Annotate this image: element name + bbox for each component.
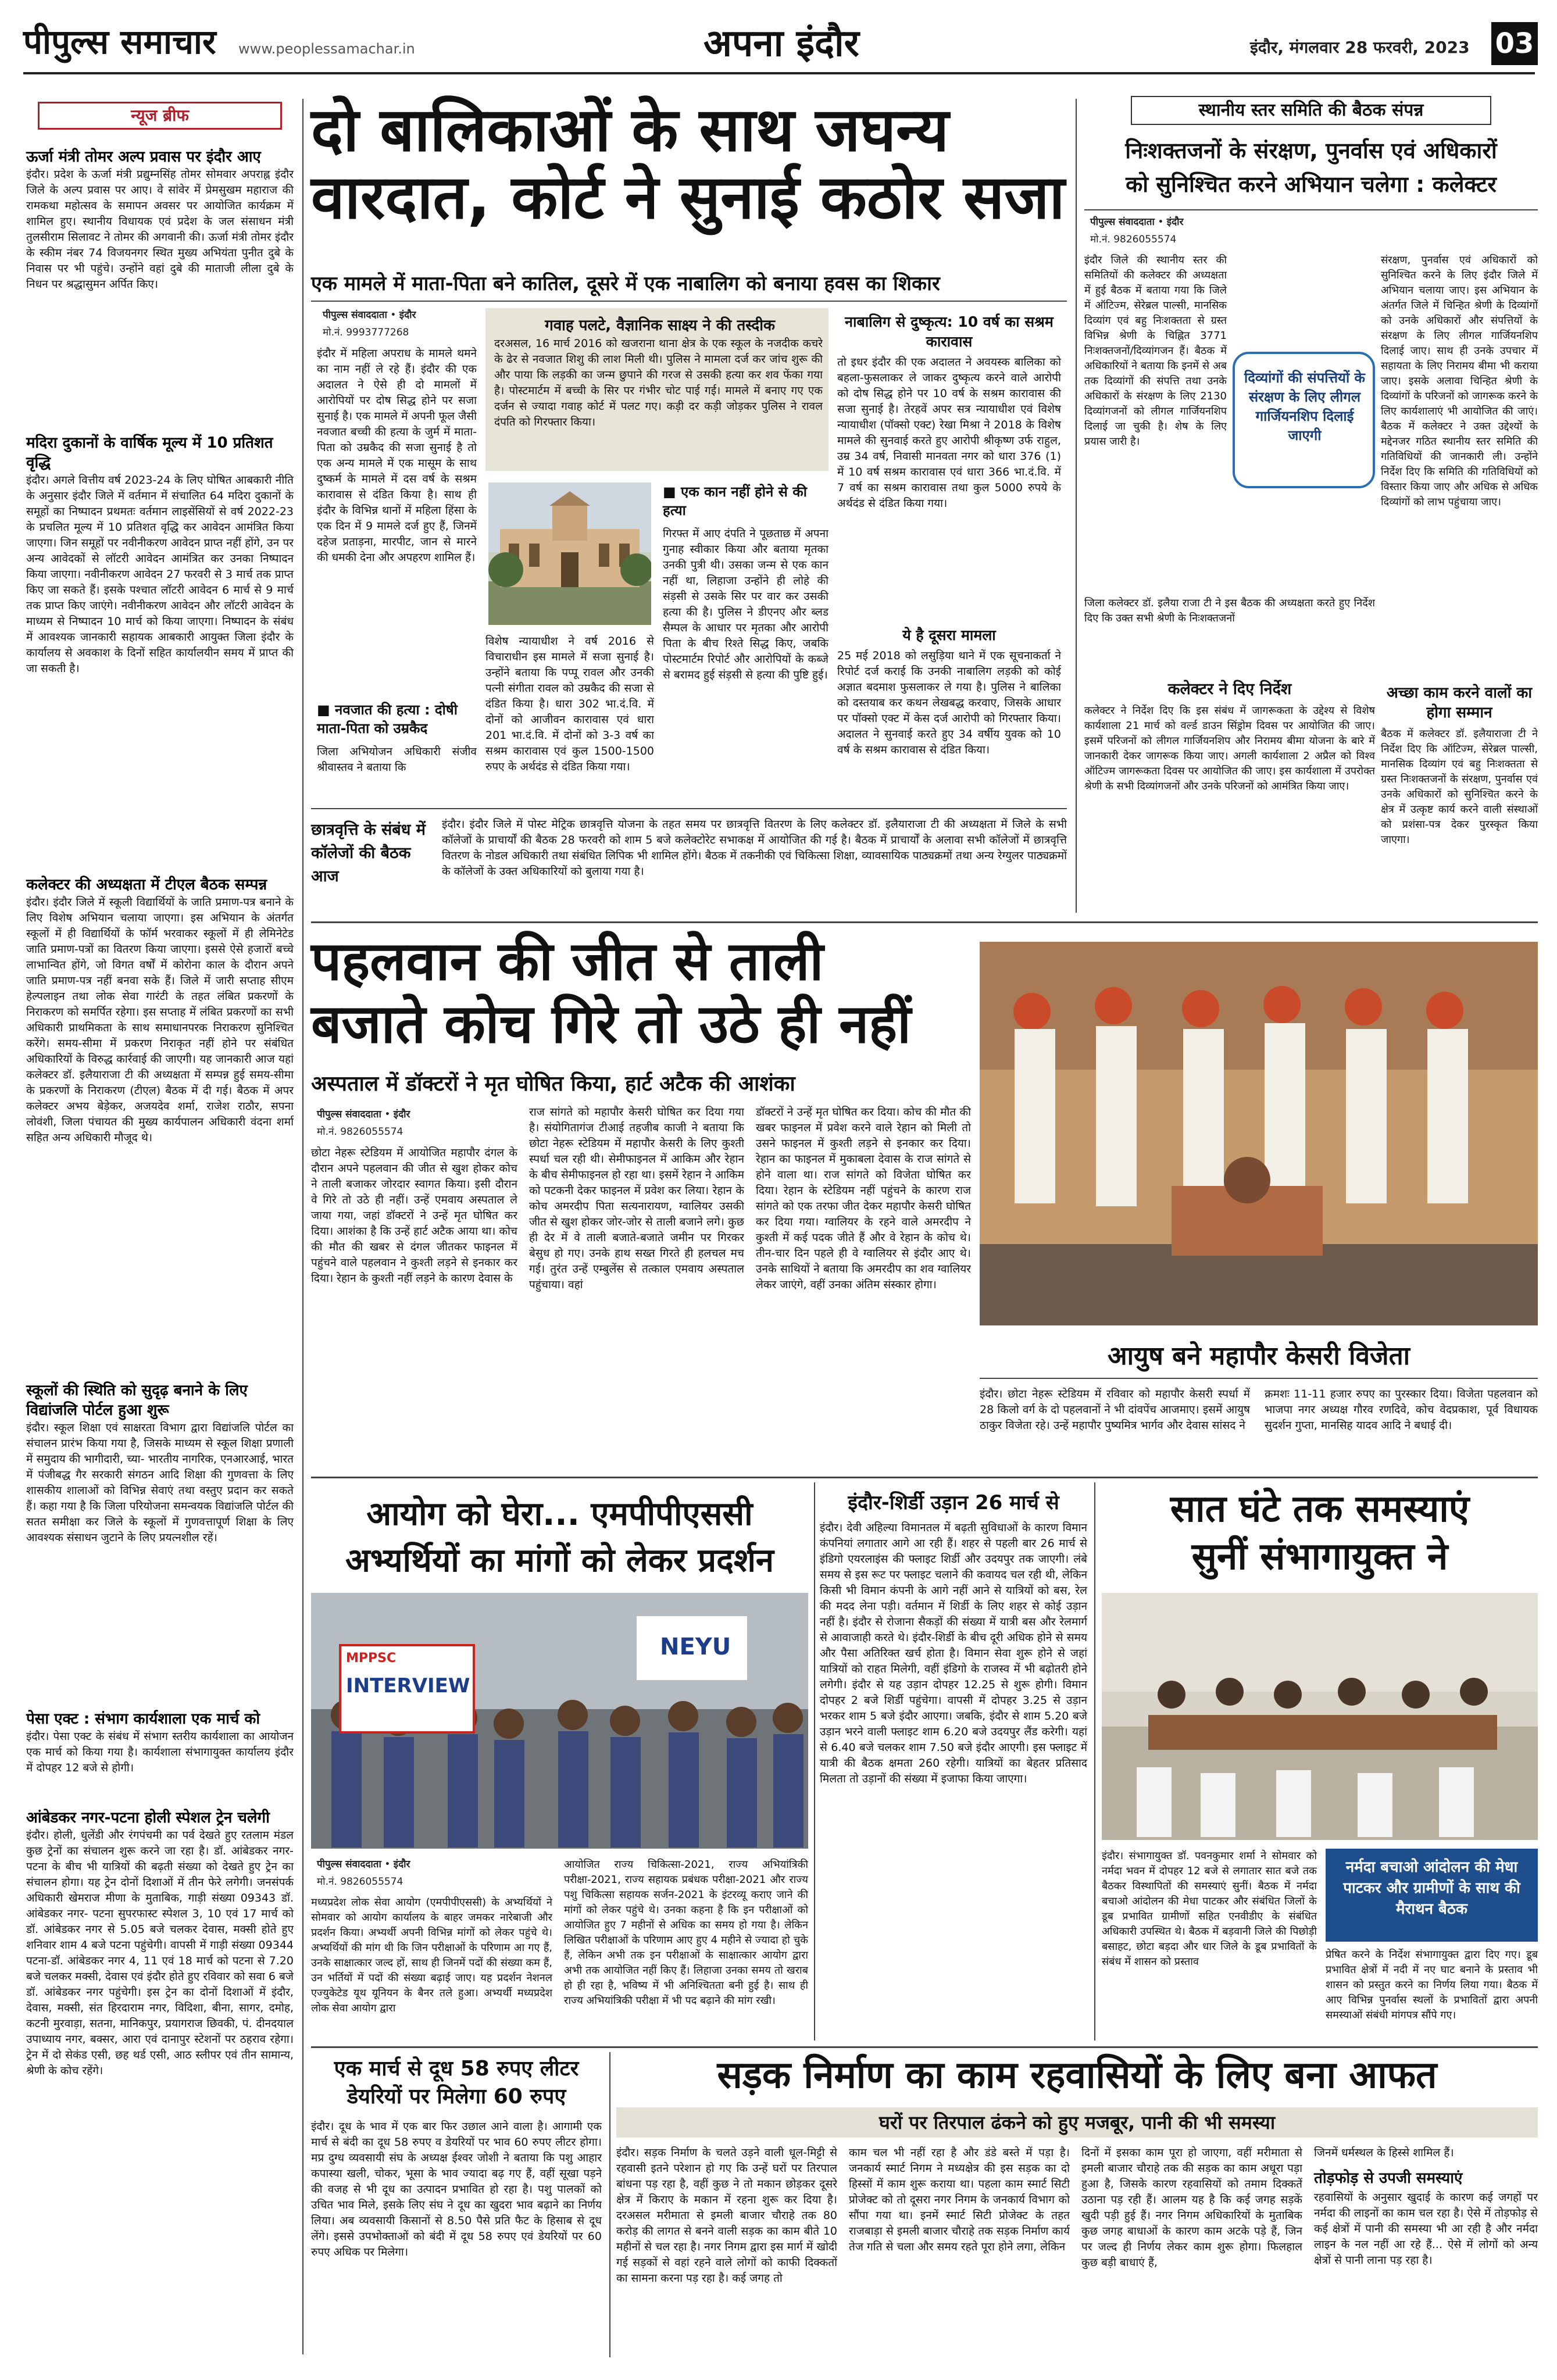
disability-col2: संरक्षण, पुनर्वास एवं अधिकारों को सुनिश्चित करने के लिए इंदौर जिले में अभियान चलाया जाए। इस अभियान के अंतर्गत जिले में चिन्हित श्रेणी के दिव्यांगों को उनके अधिकारों और संपत्तियों के संरक्षण के लिए लीगल गार्जियनशिप दिलाई जाए। साथ ही उनके उपचार में सहायता के लिए निरामय बीमा भी कराया जाए। इसके अलावा चिन्हित श्रेणी के दिव्यांगों के परिजनों को जागरूक करने के लिए कार्यशालाएं भी आयोजित की जाएं। बैठक में कलेक्टर ने उक्त उद्देश्यों के मद्देनजर गठित स्थानीय स्तर समिति की गतिविधियों की जानकारी ली। उन्होंने निर्देश दिए कि समिति की गतिविधियों को विस्तार किया जाए और अधिक से अधिक दिव्यांगों को लाभ पहुंचाया जाए। [1381, 254, 1538, 508]
lead-box-text: दरअसल, 16 मार्च 2016 को खजराना थाना क्षेत्र के एक स्कूल के नजदीक कचरे के ढेर से नवजात शिशु की लाश मिली थी। पुलिस ने मामला दर्ज कर जांच शुरू की और पाया कि लड़की का जन्म छुपाने की गरज से उसकी हत्या कर शव फेंका गया है। पोस्टमार्टम में बच्ची के सिर पर गंभीर चोट पाई गई। मामले में बनाए गए एक दर्जन से ज्यादा गवाह कोर्ट में पलट गए। कड़ी दर कड़ी जोड़कर पुलिस ने रावल दंपति को गिरफ्तार किया। [494, 337, 823, 428]
section-rule [311, 808, 1067, 809]
mppsc-headline-line: आयोग को घेरा... एमपीपीएससी [366, 1495, 753, 1533]
road-col1: इंदौर। सड़क निर्माण के चलते उड़ने वाली धूल-मिट्टी से रहवासी इतने परेशान हो गए कि उन्हें घरों पर तिरपाल बांधना पड़ रहा है, वहीं कुछ ने तो मकान छोड़कर दूसरे क्षेत्र में किराए के मकान में रहना शुरू कर दिया है। दरअसल मरीमाता से इमली बाजार चौराहे तक 80 करोड़ की लागत से बनने वाली सड़क का काम बीते 10 महीनों से चल रहा है। नगर निगम द्वारा इस मार्ग में खोदी गई सड़कों से वहां रहने वाले लोगों को काफी दिक्कतों का सामना करना पड़ रहा है। कई जगह तो [616, 2146, 837, 2285]
news-brief-column [26, 102, 294, 2357]
road-col4: जिनमें धर्मस्थल के हिस्से शामिल हैं। [1314, 2146, 1454, 2159]
banner-text: NEYU [660, 1634, 731, 1660]
road-col3: दिनों में इसका काम पूरा हो जाएगा, वहीं मरीमाता से इमली बाजार चौराहे तक की सड़क का काम अधूरा पड़ा हुआ है, जिसके कारण रहवासियों को तमाम दिक्कतें उठाना पड़ रही हैं। आलम यह है कि कई जगह सड़कें खुदी पड़ी हुई हैं। नगर निगम अधिकारियों के मुताबिक कुछ जगह बाधाओं के कारण काम अटके पड़े हैं, जिन पर जल्द ही निर्णय लेकर काम शुरू होगा। फिलहाल कुछ बड़ी बाधाएं हैं, [1081, 2146, 1302, 2269]
lead-byline [323, 308, 474, 322]
brief-title: ऊर्जा मंत्री तोमर अल्प प्रवास पर इंदौर आए [26, 148, 261, 166]
wrestling-headline-line: बजाते कोच गिरे तो उठे ही नहीं [311, 993, 911, 1055]
byline-name: पीपुल्स संवाददाता [317, 1109, 381, 1120]
brief-body: इंदौर। इंदौर जिले में स्कूली विद्यार्थियों के जाति प्रमाण-पत्र बनाने के लिए विशेष अभियान चलाया जाएगा। इस अभियान के अंतर्गत स्कूलों में ही विद्यार्थियों के फॉर्म भरवाकर स्कूलों में ही लेमिनेटेड जाति प्रमाण-पत्रों का वितरण किया जाएगा। इससे ऐसे हजारों बच्चे लाभान्वित होंगे, जो विगत वर्षों में कोरोना काल के दौरान अपने जाति प्रमाण-पत्र नहीं बनवा सके हैं। जिले में जारी सप्ताह सीएम हेल्पलाइन तथा लोक सेवा गारंटी के तहत लंबित प्रकरणों के निराकरण को समर्पित रहेगा। इस सप्ताह में लंबित प्रकरणों का सभी अधिकारी प्राथमिकता के साथ समाधानपरक निराकरण सुनिश्चित करेंगे। समय-सीमा में प्रकरण निराकृत नहीं होने पर संबंधित अधिकारियों के विरुद्ध कार्रवाई की जाएगी। यह जानकारी आज यहां कलेक्टर डॉ. इलैयाराजा टी की अध्यक्षता में सम्पन्न हुई समय-सीमा के प्रकरणों के निराकरण (टीएल) बैठक में दी गई। बैठक में अपर कलेक्टर अभय बेड़ेकर, अजयदेव शर्मा, राजेश राठौर, सपना लोवंशी, जिला पंचायत की मुख्य कार्यपालन अधिकारी वंदना शर्मा सहित अन्य अधिकारी मौजूद थे। [26, 896, 294, 1144]
commissioner-side-head: नर्मदा बचाओ आंदोलन की मेधा पाटकर और ग्रामीणों के साथ की मैराथन बैठक [1326, 1849, 1538, 1942]
meeting-illustration [1102, 1593, 1538, 1840]
section-rule [311, 1477, 1538, 1478]
lead-col1: इंदौर में महिला अपराध के मामले थमने का नाम नहीं ले रहे हैं। इंदौर की एक अदालत ने ऐसे ही दो मामलों में आरोपियों पर दोष सिद्ध होने पर सजा सुनाई है। एक मामले में अपनी फूल जैसी नवजात बच्ची की हत्या के जुर्म में माता-पिता को उम्रकैद की सजा सुनाई है तो एक अन्य मामले में एक मासूम के साथ दुष्कर्म के मामले में दस वर्ष के सश्रम कारावास से दंडित किया है। साथ ही इंदौर के विभिन्न थानों में महिला हिंसा के एक दिन में 9 मामले दर्ज हुए हैं, जिनमें दहेज प्रताड़ना, मारपीट, जान से मारने की धमकी देना और अपहरण शामिल हैं। [317, 347, 477, 564]
wrestling-deck: अस्पताल में डॉक्टरों ने मृत घोषित किया, हार्ट अटैक की आशंका [311, 1072, 795, 1096]
lead-subhead-text: एक कान नहीं होने से की हत्या [663, 484, 807, 519]
column-rule [609, 2052, 610, 2357]
lead-col1b: जिला अभियोजन अधिकारी संजीव श्रीवास्तव ने बताया कि [317, 745, 477, 774]
section-title: अपना इंदौर [703, 22, 859, 65]
brief-title: आंबेडकर नगर-पटना होली स्पेशल ट्रेन चलेगी [26, 1809, 270, 1827]
byline-city: इंदौर [393, 1109, 410, 1120]
mppsc-headline-line: अभ्यर्थियों का मांगों को लेकर प्रदर्शन [345, 1542, 774, 1579]
flight-headline: इंदौर-शिर्डी उड़ान 26 मार्च से [848, 1491, 1059, 1514]
masthead [0, 0, 1557, 87]
wrestling-headline-line: पहलवान की जीत से ताली [311, 930, 824, 992]
byline-sep: • [384, 1109, 394, 1120]
square-icon: ■ [663, 484, 681, 500]
caption-rule [980, 1378, 1538, 1379]
commissioner-headline-line: सात घंटे तक समस्याएं [1170, 1488, 1470, 1531]
wrestling-col3: डॉक्टरों ने उन्हें मृत घोषित कर दिया। कोच की मौत की खबर फाइनल में प्रवेश करने वाले रेहान को मिली तो उसने फाइनल में कुश्ती लड़ने से इनकार कर दिया। रेहान का फाइनल में मुकाबला देवास के राज सांगते से होने वाला था। राज सांगते को विजेता घोषित कर दिया। रेहान के स्टेडियम नहीं पहुंचने के कारण राज सांगते को एक तरफा जीत देकर महापौर केसरी घोषित कर दिया गया। ग्वालियर के रहने वाले अमरदीप ने कुश्ती में कई पदक जीते हैं और वे रेहान के कोच थे। तीन-चार दिन पहले ही वे ग्वालियर से इंदौर आए थे। उनके साथियों ने बताया कि अमरदीप का शव ग्वालियर लेकर जाएंगे, वहीं उनका अंतिम संस्कार होगा। [756, 1106, 971, 1291]
section-rule [311, 921, 1538, 923]
brief-item [26, 1808, 294, 2325]
lead-headline-line: वारदात, कोर्ट ने सुनाई कठोर सजा [311, 162, 1065, 233]
mppsc-col2: आयोजित राज्य चिकित्सा-2021, राज्य अभियांत्रिकी परीक्षा-2021, राज्य सहायक प्रबंधक परीक्षा-2021 और राज्य पशु चिकित्सा सहायक सर्जन-2021 के इंटरव्यू कराए जाने की मांगों को लेकर पहुंचे थे। उनका कहना है कि इन परीक्षाओं को आयोजित हुए 7 महीनों से अधिक का समय हो गया है। लेकिन लिखित परीक्षाओं के परिणाम आए हुए 4 महीने से ज्यादा हो चुके हैं, लेकिन अभी तक इन परीक्षाओं के साक्षात्कार आयोग द्वारा अभी तक आयोजित नहीं किए हैं। लिहाजा उनका समय तो खराब हो ही रहा है, भविष्य में भी अनिश्चितता बनी हुई है। साथ ही राज्य अभियांत्रिकी परीक्षा में भी पद बढ़ाने की मांग रखी। [564, 1859, 808, 2007]
byline-name: पीपुल्स संवाददाता [317, 1859, 381, 1870]
lead-col4: तो इधर इंदौर की एक अदालत ने अवयस्क बालिका को बहला-फुसलाकर ले जाकर दुष्कृत्य करने वाले आरोपी को दोष सिद्ध होने पर 10 वर्ष के सश्रम कारावास की सजा सुनाई है। तेरहवें अपर सत्र न्यायाधीश एवं विशेष न्यायाधीश (पॉक्सो एक्ट) रेखा मिश्रा ने 2018 के विशेष मामले की सुनवाई करते हुए आरोपी श्रीकृष्ण उर्फ राहुल, उम्र 34 वर्ष, निवासी मानवता नगर को धारा 376 (1) में 10 वर्ष सश्रम कारावास एवं धारा 366 भा.दं.वि. में 7 वर्ष का सश्रम कारावास तथा कुल 5000 रुपये के अर्थदंड से दंडित किया गया। [837, 356, 1061, 510]
lead-subhead: नाबालिग से दुष्कृत्य: 10 वर्ष का सश्रम कारावास [845, 313, 1054, 350]
disability-subhead: अच्छा काम करने वालों का होगा सम्मान [1386, 684, 1533, 721]
scholarship-label: छात्रवृत्ति के संबंध में कॉलेजों की बैठक आज [311, 821, 426, 885]
byline-mobile: मो.नं. 9993777268 [323, 327, 409, 338]
lead-subhead [663, 483, 826, 520]
disability-headline-line: निःशक्तजनों के संरक्षण, पुनर्वास एवं अधिकारों [1125, 138, 1497, 163]
lead-subhead: ये है दूसरा मामला [902, 627, 996, 644]
wrestling-col2: राज सांगते को महापौर केसरी घोषित कर दिया गया है। संयोगितागंज टीआई तहजीब काजी ने बताया कि छोटा नेहरू स्टेडियम में महापौर केसरी के लिए कुश्ती स्पर्धा चल रही थी। सेमीफाइनल में आकिम और रेहान के बीच सेमीफाइनल हो रहा था। इसमें रेहान ने आकिम को पटकनी देकर फाइनल में प्रवेश कर लिया। रेहान के कोच अमरदीप पिता सत्यनारायण, ग्वालियर उसकी जीत से खुश होकर जोर-जोर से ताली बजाने लगे। कुछ ही देर में वे ताली बजाते-बजाते जमीन पर गिरकर बेसुध हो गए। उनके हाथ सख्त गिरते ही हलचल मच गई। तुरंत उन्हें एम्बुलेंस से तत्काल एमवाय अस्पताल पहुंचाया। वहां [529, 1106, 744, 1291]
commissioner-headline [1102, 1485, 1538, 1581]
milk-headline [311, 2055, 602, 2111]
lead-box [485, 308, 829, 471]
byline-name: पीपुल्स संवाददाता [1090, 216, 1155, 228]
brief-body: इंदौर। पेसा एक्ट के संबंध में संभाग स्तरीय कार्यशाला का आयोजन एक मार्च को किया गया है। कार्यशाला संभागायुक्त कार्यालय इंदौर में दोपहर 12 बजे से होगी। [26, 1730, 294, 1774]
road-story [616, 2055, 1538, 2357]
byline-sep: • [1158, 216, 1167, 228]
brief-title: स्कूलों की स्थिति को सुदृढ़ बनाने के लिए विद्यांजलि पोर्टल हुआ शुरू [26, 1382, 248, 1419]
milk-body: इंदौर। दूध के भाव में एक बार फिर उछाल आने वाला है। आगामी एक मार्च से बंदी का दूध 58 रुपए व डेयरियों पर भाव 60 रुपए लीटर होगा। मप्र दुग्ध व्यवसायी संघ के अध्यक्ष ईश्वर जोशी ने बताया कि पशु आहार कपास्या खली, चोकर, भूसा के भाव ज्यादा बढ़ गए हैं, वहीं सूखा पड़ने की वजह से भी दूध का उत्पादन प्रभावित हो रहा है। पशु पालकों को उचित भाव मिले, इसके लिए संघ ने दूध का खुदरा भाव बढ़ाने का निर्णय लिया। अब व्यवसायी किसानों से 8.50 पैसे प्रति फैट के हिसाब से दूध लेंगे। इससे उपभोक्ताओं को बंदी में दूध 58 रुपए एवं डेयरियों पर 60 रुपए अधिक पर मिलेगा। [311, 2120, 602, 2259]
byline-mobile: मो.नं. 9826055574 [1090, 234, 1177, 245]
brand-logo: पीपुल्स समाचार [23, 22, 216, 62]
square-icon: ■ [317, 702, 335, 718]
wrestling-photo [980, 942, 1538, 1325]
disability-sub2-body: बैठक में कलेक्टर डॉ. इलैयाराजा टी ने निर्देश दिए कि ऑटिज्म, सेरेब्रल पाल्सी, मानसिक दिव्यांग एवं बहु निःशक्तता से ग्रस्त निःशक्तजनों के संरक्षण, पुनर्वास एवं उनके अधिकारों को सुनिश्चित करने के क्षेत्र में उत्कृष्ट कार्य करने वाली संस्थाओं को प्रशंसा-पत्र देकर पुरस्कृत किया जाएगा। [1381, 728, 1538, 846]
wrestling-col1: छोटा नेहरू स्टेडियम में आयोजित महापौर दंगल के दौरान अपने पहलवान की जीत से खुश होकर कोच ने ताली बजाकर जोरदार स्वागत किया। इसी दौरान वे गिरे तो उठे ही नहीं। उन्हें एमवाय अस्पताल ले जाया गया, जहां डॉक्टरों ने उन्हें मृत घोषित कर दिया। आशंका है कि उन्हें हार्ट अटैक आया था। कोच की मौत की खबर से दंगल जीतकर फाइनल में पहुंचने वाले पहलवान ने कुश्ती लड़ने से इनकार कर दिया। रेहान के कुश्ती नहीं लड़ने के कारण देवास के [311, 1146, 517, 1285]
site-url[interactable]: www.peoplessamachar.in [238, 41, 415, 57]
flight-body: इंदौर। देवी अहिल्या विमानतल में बढ़ती सुविधाओं के कारण विमान कंपनियां लगातार आगे आ रही हैं। शहर से पहली बार 26 मार्च से इंडिगो एयरलाइंस की फ्लाइट शिर्डी और उदयपुर तक जाएगी। लंबे समय से इस रूट पर फ्लाइट चलाने की कवायद चल रही थी, लेकिन किसी भी विमान कंपनी के आगे नहीं आने से यात्रियों को बस, रेल की मदद लेना पड़ी। वर्तमान में शिर्डी के लिए शहर से कोई उड़ान नहीं है। इंदौर से रोजाना सैकड़ों की संख्या में यात्री बस और रेलमार्ग से आवाजाही करते थे। इंदौर-शिर्डी के बीच दूरी अधिक होने से समय और पैसा अतिरिक्त खर्च होता है। विमान सेवा शुरू होने से जहां यात्रियों को राहत मिलेगी, वहीं इंडिगो के राजस्व में भी बढ़ोतरी होने लगेगी। इंदौर से यह उड़ान दोपहर 12.25 से शुरू होगी। विमान दोपहर 2 बजे शिर्डी पहुंचेगा। वापसी में दोपहर 3.25 से उड़ान भरकर शाम 5 बजे इंदौर आएगा। जबकि, इंदौर से शाम 5.20 बजे उड़ान भरने वाली फ्लाइट शाम 6.20 बजे उदयपुर लैंड करेगी। यहां से 6.40 बजे चलकर शाम 7.50 बजे इंदौर आएगी। इस फ्लाइट में यात्री की बैठक क्षमता 260 रहेगी। यात्रियों का बेहतर प्रतिसाद मिलता तो उड़ानों की संख्या में इजाफा किया जाएगा। [820, 1521, 1087, 1785]
lead-subhead-text: नवजात की हत्या : दोषी माता-पिता को उम्रकैद [317, 702, 458, 737]
masthead-rule [23, 72, 1535, 74]
court-photo [488, 483, 651, 625]
brief-item [26, 147, 294, 362]
lead-headline-line: दो बालिकाओं के साथ जघन्य [311, 94, 949, 165]
lead-deck: एक मामले में माता-पिता बने कातिल, दूसरे में एक नाबालिग को बनाया हवस का शिकार [311, 272, 940, 295]
lead-col2: विशेष न्यायाधीश ने वर्ष 2016 से विचाराधीन इस मामले में सजा सुनाई है। उन्होंने बताया कि पप्पू रावल और उनकी पत्नी संगीता रावल को उम्रकैद की सजा से दंडित किया है। धारा 302 भा.दं.वि. में दोनों को आजीवन कारावास एवं धारा 201 भा.दं.वि. में दोनों को 3-3 वर्ष का सश्रम कारावास एवं कुल 1500-1500 रुपए के अर्थदंड से दंडित किया गया। [485, 635, 654, 773]
wrestling-caption-head: आयुष बने महापौर केसरी विजेता [1107, 1341, 1410, 1371]
mppsc-byline [317, 1857, 526, 1871]
disability-sub1-body: कलेक्टर ने निर्देश दिए कि इस संबंध में जागरूकता के उद्देश्य से विशेष कार्यशाला 21 मार्च को वर्ल्ड डाउन सिंड्रोम दिवस पर आयोजित की जाए। इसमें परिजनों को लीगल गार्जियनशिप और निरामय बीमा योजना के बारे में जानकारी देकर जागरूक किया जाए। अगली कार्यशाला 2 अप्रैल को विश्व ऑटिज्म जागरूकता दिवस पर आयोजित की जाए। इस कार्यशाला में उपरोक्त श्रेणी के सभी दिव्यांगजनों और उनके परिजनों को आमंत्रित किया जाए। [1084, 705, 1375, 792]
byline-sep: • [390, 309, 399, 321]
column-rule [302, 99, 303, 2354]
mppsc-headline [311, 1491, 808, 1584]
road-subhead: तोड़फोड़ से उपजी समस्याएं [1314, 2170, 1463, 2187]
byline-city: इंदौर [393, 1859, 410, 1870]
brief-item [26, 433, 294, 903]
disability-pullquote [1233, 352, 1375, 488]
scholarship-body: इंदौर। इंदौर जिले में पोस्ट मेट्रिक छात्रवृत्ति योजना के तहत समय पर छात्रवृत्ति वितरण के लिए कलेक्टर डॉ. इलैयाराजा टी की अध्यक्षता में जिले के सभी कॉलेजों के प्राचार्यों की बैठक 28 फरवरी को शाम 5 बजे कलेक्टोरेट सभाकक्ष में आयोजित की गई है। बैठक में प्राचार्यों के अलावा सभी कॉलेजों में छात्रवृत्ति वितरण के नोडल अधिकारी तथा संबंधित लिपिक भी शामिल होंगे। बैठक में तकनीकी एवं चिकित्सा शिक्षा, व्यावसायिक पाठ्यक्रमों तथा अन्य रेग्युलर पाठ्यक्रमों के कॉलेजों के उक्त अधिकारियों को बुलाया गया है। [442, 818, 1067, 878]
page-number: 03 [1491, 22, 1538, 65]
milk-story [311, 2055, 602, 2357]
disability-kicker: स्थानीय स्तर समिति की बैठक संपन्न [1131, 96, 1491, 125]
column-rule [1094, 1482, 1095, 2040]
byline-sep: • [384, 1859, 394, 1870]
wrestling-ceremony-illustration [980, 942, 1538, 1325]
disability-subhead: कलेक्टर ने दिए निर्देश [1167, 680, 1292, 698]
brief-body: इंदौर। स्कूल शिक्षा एवं साक्षरता विभाग द्वारा विद्यांजलि पोर्टल का संचालन प्रारंभ किया गया है, जिसके माध्यम से स्कूल शिक्षा प्रणाली में समुदाय की भागीदारी, च्या- भारतीय नागरिक, एनआरआई, भारत में पंजीबद्ध गैर सरकारी संगठन आदि शिक्षा की गुणवत्ता के लिए शासकीय शालाओं को विभिन्न सेवाएं तथा वस्तुए प्रदान कर सकते हैं। कहा गया है कि जिला परियोजना समन्वयक विद्यांजलि पोर्टल की सतत समीक्षा कर जिले के स्कूलों में गुणवत्तापूर्ण शिक्षा के लिए आवश्यक संसाधन जुटाने के लिए प्रयत्नशील रहें। [26, 1421, 294, 1544]
brief-body: इंदौर। होली, धुलेंडी और रंगपंचमी का पर्व देखते हुए रतलाम मंडल कुछ ट्रेनों का संचालन शुरू करने जा रहा है। डॉ. आंबेडकर नगर-पटना के बीच भी यात्रियों की बढ़ती संख्या को देखते हुए ट्रेन का संचालन होगा। यह ट्रेन दोनों दिशाओं में तीन फेरे लगेगी। जनसंपर्क अधिकारी खेमराज मीणा के मुताबिक, गाड़ी संख्या 09343 डॉ. आंबेडकर नगर- पटना सुपरफास्ट स्पेशल 3, 10 एवं 17 मार्च को डॉ. आंबेडकर नगर से 5.05 बजे चलकर देवास, मक्सी होते हुए शनिवार शाम 4 बजे पटना पहुंचेगी। वापसी में गाड़ी संख्या 09344 पटना-डॉ. आंबेडकर नगर 4, 11 एवं 18 मार्च को पटना से 7.20 बजे चलकर मक्सी, देवास एवं इंदौर होते हुए रविवार को सवा 6 बजे डॉ. आंबेडकर नगर पहुंचेगी। इस ट्रेन का दोनों दिशाओं में इंदौर, देवास, मक्सी, संत हिरदाराम नगर, विदिशा, बीना, सागर, दमोह, कटनी मुरवाड़ा, सतना, मानिकपुर, प्रयागराज छिवकी, पं. दीनदयाल उपाध्याय नगर, बक्सर, आरा एवं दानापुर स्टेशनों पर ठहराव रहेगा। ट्रेन में दो सेकंड एसी, छह थर्ड एसी, आठ स्लीपर एवं तीन सामान्य, श्रेणी के कोच रहेंगे। [26, 1829, 294, 2077]
brief-body: इंदौर। प्रदेश के ऊर्जा मंत्री प्रद्युम्नसिंह तोमर सोमवार अपराह्न इंदौर जिले के अल्प प्रवास पर आए। वे सांवेर में प्रेमसुखम महाराज की रामकथा महोत्सव के समापन अवसर पर आयोजित कार्यक्रम में शामिल हुए। स्थानीय विधायक एवं प्रदेश के जल संसाधन मंत्री तुलसीराम सिलावट ने तोमर की अगवानी की। ऊर्जा मंत्री तोमर इंदौर के स्कीम नंबर 74 विजयनगर स्थित मुख्य अभियंता पुनीत दुबे के निवास पर भी पहुंचे। उन्होंने वहां दुबे की माताजी लीला दुबे के निधन पर श्रद्धासुमन अर्पित किए। [26, 168, 294, 291]
road-headline: सड़क निर्माण का काम रहवासियों के लिए बना आफत [717, 2054, 1437, 2097]
disability-col1b: जिला कलेक्टर डॉ. इलैया राजा टी ने इस बैठक की अध्यक्षता करते हुए निर्देश दिए कि उक्त सभी श्रेणी के निःशक्तजनों [1084, 597, 1375, 624]
news-brief-label: न्यूज ब्रीफ [38, 102, 282, 130]
banner-text: INTERVIEW [346, 1674, 470, 1698]
road-col4b: रहवासियों के अनुसार खुदाई के कारण कई जगहों पर नर्मदा की लाइनों का काम चल रहा है। ऐसे में तोड़फोड़ से कई क्षेत्रों में पानी की समस्या भी आ रही है और नर्मदा लाइन के नल नहीं आ रहे हैं... ऐसे में लोगों को अन्य क्षेत्रों से पानी लाना पड़ रहा है। [1314, 2191, 1538, 2267]
commissioner-headline-line: सुनीं संभागायुक्त ने [1191, 1535, 1448, 1578]
wrestling-headline [311, 930, 968, 1056]
brief-title: मदिरा दुकानों के वार्षिक मूल्य में 10 प्रतिशत वृद्धि [26, 434, 273, 471]
pullquote-text: दिव्यांगों की संपत्तियों के संरक्षण के लिए लीगल गार्जियनशिप दिलाई जाएगी [1244, 370, 1365, 444]
milk-headline-line: डेयरियों पर मिलेगा 60 रुपए [347, 2085, 566, 2109]
brief-body: इंदौर। अगले वित्तीय वर्ष 2023-24 के लिए घोषित आबकारी नीति के अनुसार इंदौर जिले में वर्तमान में संचालित 64 मदिरा दुकानों के समूहों का निष्पादन प्रथमतः वर्तमान लाइसेंसियों से वर्ष 2022-23 के प्रचलित मूल्य में 10 प्रतिशत वृद्धि कर आवेदन आमंत्रित किया जाएगा। जिन समूहों पर नवीनीकरण आवेदन प्राप्त नहीं होंगे, उन पर अन्य आवेदकों से लॉटरी आवेदन आमंत्रित कर उनका निष्पादन किया जाएगा। नवीनीकरण आवेदन 27 फरवरी से 3 मार्च तक प्राप्त किए जा सकते हैं। इसके पश्चात लॉटरी आवेदन 6 मार्च से 9 मार्च तक प्राप्त किए जाएंगे। नवीनीकरण आवेदन और लॉटरी आवेदन के माध्यम से निष्पादन 10 मार्च को किया जाएगा। निष्पादन के संबंध में आवश्यक जानकारी सहायक आबकारी आयुक्त जिला इंदौर के कार्यालय से अवकाश के दिनों सहित कार्यालयीन समय में प्राप्त की जा सकती है। [26, 474, 294, 675]
lead-col4b: 25 मई 2018 को लसुड़िया थाने में एक सूचनाकर्ता ने रिपोर्ट दर्ज कराई कि उनकी नाबालिग लड़की को कोई अज्ञात बदमाश फुसलाकर ले गया है। पुलिस ने बालिका को दस्तयाब कर कथन लेखबद्ध करवाए, जिसके आधार पर पॉक्सो एक्ट में केस दर्ज आरोपी को गिरफ्तार किया। अदालत ने सुनवाई करते हुए 34 वर्षीय युवक को 10 वर्ष के सश्रम कारावास से दंडित किया। [837, 649, 1061, 756]
section-rule [1084, 209, 1538, 210]
brief-title: पेसा एक्ट : संभाग कार्यशाला एक मार्च को [26, 1710, 260, 1728]
milk-headline-line: एक मार्च से दूध 58 रुपए लीटर [334, 2057, 579, 2081]
lead-rule [311, 301, 1067, 302]
byline-mobile: मो.नं. 9826055574 [317, 1876, 403, 1888]
disability-story [1084, 96, 1538, 916]
lead-headline [311, 96, 1067, 231]
wrestling-caption-body2: क्रमशः 11-11 हजार रुपए का पुरस्कार दिया। विजेता पहलवान को भाजपा नगर अध्यक्ष गौरव रणदिवे, कोच वेदप्रकाश, पूर्व विधायक सुदर्शन गुप्ता, मानसिह यादव आदि ने बधाई दी। [1265, 1388, 1538, 1432]
column-rule [814, 1482, 815, 2040]
wrestling-caption-body: इंदौर। छोटा नेहरू स्टेडियम में रविवार को महापौर केसरी स्पर्धा में 28 किलो वर्ग के दो पहलवानों ने भी दांवपेंच आजमाए। इसमें आयुष ठाकुर विजेता रहे। उन्हें महापौर पुष्यमित्र भार्गव और देवास सांसद ने [980, 1388, 1250, 1432]
wrestling-byline [317, 1107, 509, 1121]
brief-item [26, 875, 294, 1389]
brief-title: कलेक्टर की अध्यक्षता में टीएल बैठक सम्पन्न [26, 876, 267, 894]
mppsc-col1: मध्यप्रदेश लोक सेवा आयोग (एमपीपीएससी) के अभ्यर्थियों ने सोमवार को आयोग कार्यालय के बाहर जमकर नारेबाजी और प्रदर्शन किया। अभ्यर्थी अपनी विभिन्न मांगों को लेकर पहुंचे थे। अभ्यर्थियों की मांग थी कि जिन परीक्षाओं के परिणाम आ गए हैं, उनके साक्षात्कार जल्द हों, साथ ही जिनमें पदों की संख्या कम हैं, उन भर्तियों में पदों की संख्या बढ़ाई जाए। यह प्रदर्शन नेशनल एज्युकेटेड यूथ यूनियन के बैनर तले हुआ। अभ्यर्थी मध्यप्रदेश लोक सेवा आयोग द्वारा [311, 1896, 552, 2014]
disability-col1: इंदौर जिले की स्थानीय स्तर की समितियों की कलेक्टर की अध्यक्षता में हुई बैठक में बताया गया कि जिले में ऑटिज्म, सेरेब्रल पाल्सी, मानसिक दिव्यांग एवं बहु निःशक्तता से ग्रस्त विभिन्न श्रेणी के चिह्नित 3771 निःशक्तजनों/दिव्यांगजन हैं। बैठक में अधिकारियों ने बताया कि इनमें से अब तक दिव्यांगों की संपत्ति तथा उनके अधिकारों के संरक्षण के लिए 2130 दिव्यांगजनों को लीगल गार्जियनशिप दिलाई जा चुकी है। शेष के लिए प्रयास जारी है। [1084, 254, 1227, 448]
disability-byline [1090, 215, 1282, 229]
lead-col3: गिरफ्त में आए दंपति ने पूछताछ में अपना गुनाह स्वीकार किया और बताया मृतका उनकी पुत्री थी। उसका जन्म से एक कान नहीं था, लिहाजा उन्होंने ही लोहे की संड़सी से उसके सिर पर वार कर उसकी हत्या की है। पुलिस ने डीएनए और ब्लड सैम्पल के आधार पर मृतका और आरोपी पिता के बीच रिश्ते सिद्ध किए, जबकि पोस्टमार्टम रिपोर्ट और आरोपियों के कब्जे से बरामद हुई संड़सी से हत्या की पुष्टि हुई। [663, 527, 829, 681]
commissioner-story [1102, 1485, 1538, 2040]
brief-item [26, 1381, 294, 1711]
column-rule [1076, 99, 1077, 913]
lead-subhead [317, 701, 477, 738]
byline-mobile: मो.नं. 9826055574 [317, 1126, 403, 1138]
road-deck: घरों पर तिरपाल ढंकने को हुए मजबूर, पानी की भी समस्या [616, 2107, 1538, 2138]
wrestling-story [311, 930, 1538, 1471]
banner-text: MPPSC [346, 1651, 397, 1666]
dateline: इंदौर, मंगलवार 28 फरवरी, 2023 [1250, 38, 1470, 57]
lead-box-title: गवाह पलटे, वैज्ञानिक साक्ष्य ने की तस्दीक [545, 317, 775, 334]
byline-city: इंदौर [399, 309, 416, 321]
flight-story [820, 1488, 1087, 2040]
court-building-illustration [488, 483, 651, 625]
disability-headline-line: को सुनिश्चित करने अभियान चलेगा : कलेक्टर [1126, 171, 1497, 197]
commissioner-side-body: प्रेषित करने के निर्देश संभागायुक्त द्वारा दिए गए। डूब प्रभावित क्षेत्रों में नदी में नए घाट बनाने के प्रस्ताव भी शासन को प्रस्तुत करने का निर्णय लिया गया। बैठक में आए विभिन्न पुनर्वास स्थलों के प्रभावितों द्वारा अपनी समस्याओं संबंधी मांगपत्र सौंपे गए। [1326, 1949, 1538, 2021]
lead-story [311, 96, 1067, 805]
mppsc-story [311, 1485, 808, 2040]
byline-name: पीपुल्स संवाददाता [323, 309, 387, 321]
road-col2: काम चल भी नहीं रहा है और डंडे बस्ते में पड़ा है। जनकार्य स्मार्ट निगम ने मध्यक्षेत्र की इस सड़क का दो हिस्सों में काम शुरू कराया था। पहला काम स्मार्ट सिटी प्रोजेक्ट को तो दूसरा नगर निगम के जनकार्य विभाग को सौंपा गया था। इनमें स्मार्ट सिटी प्रोजेक्ट के तहत राजबाड़ा से इमली बाजार चौराहे तक सड़क निर्माण कार्य तेज गति से चला और समय रहते पूरा होने लगा, लेकिन [849, 2146, 1070, 2253]
mppsc-photo [311, 1593, 808, 1849]
commissioner-body: इंदौर। संभागायुक्त डॉ. पवनकुमार शर्मा ने सोमवार को नर्मदा भवन में दोपहर 12 बजे से लगातार सात बजे तक बैठकर विस्थापितों की समस्याएं सुनीं। बैठक में नर्मदा बचाओ आंदोलन की मेधा पाटकर और संबंधित जिलों के डूब प्रभावित ग्रामीणों सहित एनवीडीए के संबंधित अधिकारी उपस्थित थे। बैठक में बड़वानी जिले की पिछोड़ी बसाहट, छोटा बड़दा और धार जिले के डूब प्रभावितों के संबंध में शासन को प्रस्ताव [1102, 1850, 1317, 1968]
disability-headline [1084, 134, 1538, 201]
commissioner-photo [1102, 1593, 1538, 1840]
section-rule [311, 2046, 1538, 2048]
brief-item [26, 1709, 294, 1816]
byline-city: इंदौर [1166, 216, 1184, 228]
protest-illustration [311, 1593, 808, 1849]
